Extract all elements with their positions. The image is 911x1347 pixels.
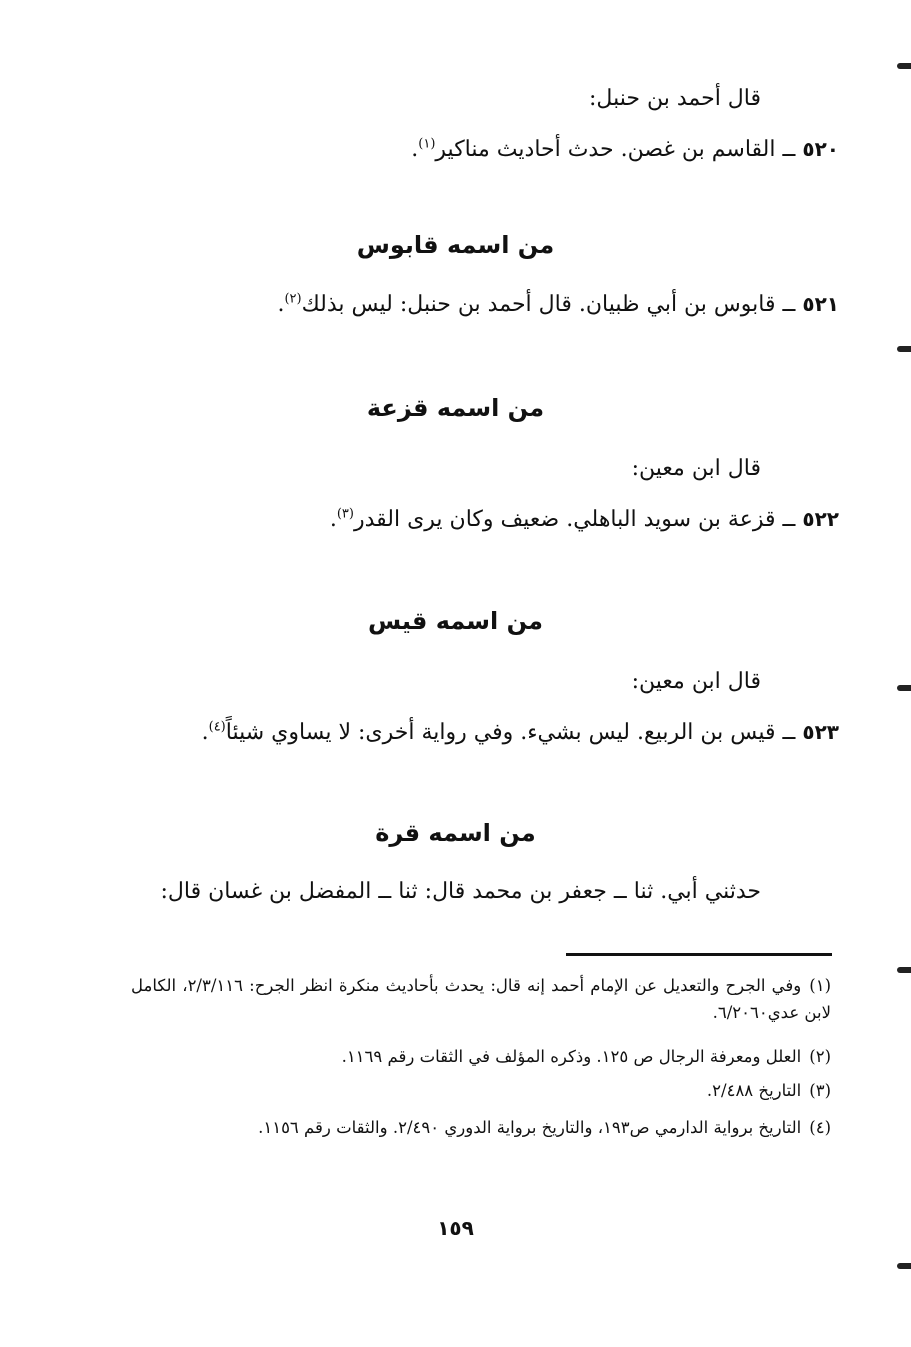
section-heading: من اسمه قزعة (366, 394, 545, 422)
footnote-text: التاريخ ٢/٤٨٨. (706, 1081, 802, 1100)
footnote-separator (566, 953, 832, 956)
footnote-1 (131, 972, 831, 1026)
footnote-3 (131, 1077, 831, 1104)
entry-text: قيس بن الربيع. ليس بشيء. وفي رواية أخرى: لا يساوي شيئاً (225, 720, 776, 745)
scan-edge-mark (897, 1263, 911, 1269)
footnote-4 (131, 1114, 831, 1141)
intro-line: حدثني أبي. ثنا ــ جعفر بن محمد قال: ثنا ــ المفضل بن غسان قال: (160, 879, 761, 904)
section-heading: من اسمه قرة (375, 819, 536, 847)
scan-edge-mark (897, 63, 911, 69)
footnote-number: (٤) (809, 1118, 831, 1137)
footnote-number: (٣) (809, 1081, 831, 1100)
footnote-ref: (٤) (208, 719, 226, 735)
scan-edge-mark (897, 685, 911, 691)
footnote-number: (١) (809, 976, 831, 995)
entry-text: قابوس بن أبي ظبيان. قال أحمد بن حنبل: ليس بذلك (301, 292, 776, 317)
section-heading: من اسمه قابوس (356, 231, 555, 259)
scan-edge-mark (897, 967, 911, 973)
footnote-ref: (١) (418, 136, 436, 152)
entry-number: ٥٢٠ (802, 137, 839, 161)
entry-521: ٥٢١ ــ قابوس بن أبي ظبيان. قال أحمد بن حنبل: ليس بذلك$^{(٢)}$. (277, 291, 839, 317)
intro-line: قال ابن معين: (631, 456, 761, 481)
footnote-ref: (٣) (336, 506, 354, 522)
page-number: ١٥٩ (437, 1216, 474, 1240)
entry-text: القاسم بن غصن. حدث أحاديث مناكير (435, 137, 776, 162)
footnote-text: وفي الجرح والتعديل عن الإمام أحمد إنه قال: يحدث بأحاديث منكرة انظر الجرح: ٢/٣/١١٦، الكامل لابن عدي٦/٢٠٦٠. (131, 976, 831, 1022)
section-heading: من اسمه قيس (367, 607, 544, 635)
scan-edge-mark (897, 346, 911, 352)
footnote-2 (131, 1043, 831, 1070)
footnote-number: (٢) (809, 1047, 831, 1066)
footnote-text: العلل ومعرفة الرجال ص ١٢٥. وذكره المؤلف في الثقات رقم ١١٦٩. (341, 1047, 802, 1066)
entry-522: ٥٢٢ ــ قزعة بن سويد الباهلي. ضعيف وكان يرى القدر$^{(٣)}$. (329, 506, 839, 532)
intro-line: قال أحمد بن حنبل: (589, 86, 761, 111)
entry-number: ٥٢١ (802, 292, 839, 316)
footnote-text: التاريخ برواية الدارمي ص١٩٣، والتاريخ برواية الدوري ٢/٤٩٠. والثقات رقم ١١٥٦. (258, 1118, 802, 1137)
entry-number: ٥٢٢ (802, 507, 839, 531)
entry-text: قزعة بن سويد الباهلي. ضعيف وكان يرى القدر (353, 507, 776, 532)
entry-520: ٥٢٠ ــ القاسم بن غصن. حدث أحاديث مناكير$^{(١)}$. (411, 136, 839, 162)
footnote-ref: (٢) (284, 291, 302, 307)
entry-number: ٥٢٣ (802, 720, 839, 744)
intro-line: قال ابن معين: (631, 669, 761, 694)
entry-523: ٥٢٣ ــ قيس بن الربيع. ليس بشيء. وفي رواية أخرى: لا يساوي شيئاً$^{(٤)}$. (201, 719, 839, 745)
